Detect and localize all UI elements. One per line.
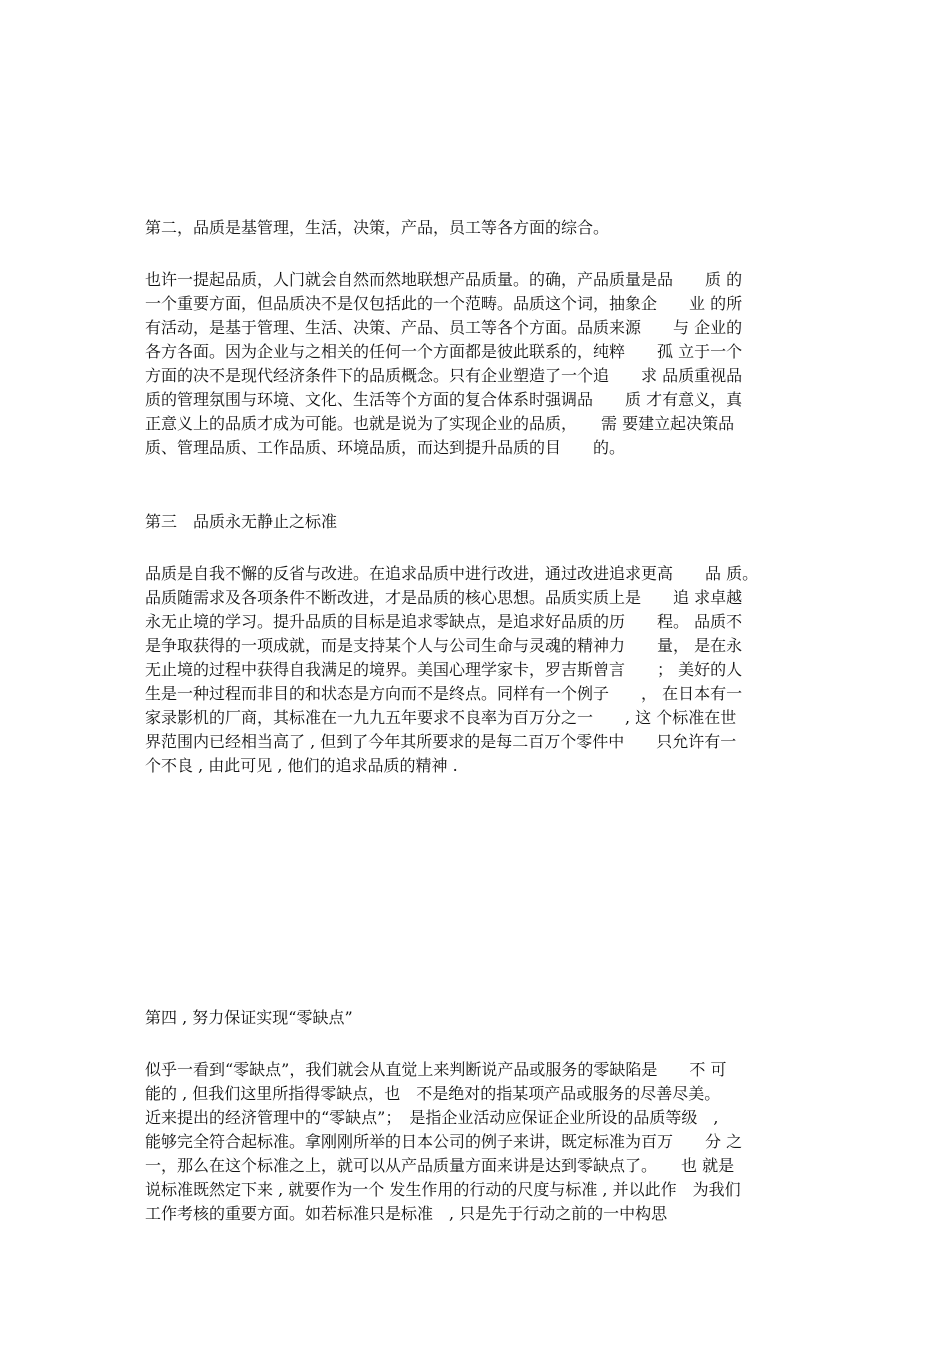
paragraph-line: 正意义上的品质才成为可能。也就是说为了实现企业的品质， 需 要建立起决策品: [145, 414, 735, 433]
paragraph-line: 近来提出的经济管理中的“零缺点”； 是指企业活动应保证企业所设的品质等级 ,: [145, 1108, 719, 1127]
paragraph-line: 无止境的过程中获得自我满足的境界。美国心理学家卡，罗吉斯曾言 ； 美好的人: [145, 660, 743, 679]
paragraph-line: 生是一种过程而非目的和状态是方向而不是终点。同样有一个例子 ， 在日本有一: [145, 684, 743, 703]
paragraph-line: 一，那么在这个标准之上，就可以从产品质量方面来讲是达到零缺点了。 也 就是: [145, 1156, 735, 1175]
section-3-paragraph: [145, 562, 845, 778]
paragraph-line: 品质随需求及各项条件不断改进，才是品质的核心思想。品质实质上是 追 求卓越: [145, 588, 743, 607]
paragraph-line: 说标准既然定下来 , 就要作为一个 发生作用的行动的尺度与标准 , 并以此作 为我们: [145, 1180, 741, 1199]
paragraph-line: 能的 , 但我们这里所指得零缺点，也 不是绝对的指某项产品或服务的尽善尽美。: [145, 1084, 721, 1103]
section-2-paragraph: [145, 268, 845, 460]
paragraph-line: 能够完全符合起标准。拿刚刚所举的日本公司的例子来讲，既定标准为百万 分 之: [145, 1132, 743, 1151]
paragraph-line: 工作考核的重要方面。如若标准只是标准 , 只是先于行动之前的一中构思: [145, 1204, 668, 1223]
paragraph-line: 方面的决不是现代经济条件下的品质概念。只有企业塑造了一个追 求 品质重视品: [145, 366, 743, 385]
paragraph-line: 质的管理氛围与环境、文化、生活等个方面的复合体系时强调品 质 才有意义，真: [145, 390, 743, 409]
paragraph-line: 是争取获得的一项成就，而是支持某个人与公司生命与灵魂的精神力 量， 是在永: [145, 636, 743, 655]
paragraph-line: 永无止境的学习。提升品质的目标是追求零缺点，是追求好品质的历 程。 品质不: [145, 612, 743, 631]
paragraph-line: 质、管理品质、工作品质、环境品质，而达到提升品质的目 的。: [145, 438, 626, 457]
paragraph-line: 品质是自我不懈的反省与改进。在追求品质中进行改进，通过改进追求更高 品 质。: [145, 564, 759, 583]
paragraph-line: 各方各面。因为企业与之相关的任何一个方面都是彼此联系的，纯粹 孤 立于一个: [145, 342, 743, 361]
section-3-heading: 第三 品质永无静止之标准: [145, 512, 338, 531]
paragraph-line: 似乎一看到“零缺点”，我们就会从直觉上来判断说产品或服务的零缺陷是 不 可: [145, 1060, 727, 1079]
paragraph-line: 有活动，是基于管理、生活、决策、产品、员工等各个方面。品质来源 与 企业的: [145, 318, 743, 337]
paragraph-line: 界范围内已经相当高了 , 但到了今年其所要求的是每二百万个零件中 只允许有一: [145, 732, 737, 751]
section-4-paragraph: [145, 1058, 845, 1226]
section-4-heading: 第四 , 努力保证实现“零缺点”: [145, 1008, 353, 1027]
paragraph-line: 一个重要方面，但品质决不是仅包括此的一个范畴。品质这个词，抽象企 业 的所: [145, 294, 743, 313]
paragraph-line: 也许一提起品质，人门就会自然而然地联想产品质量。的确，产品质量是品 质 的: [145, 270, 743, 289]
paragraph-line: 个不良 , 由此可见 , 他们的追求品质的精神 .: [145, 756, 458, 775]
paragraph-line: 家录影机的厂商，其标准在一九九五年要求不良率为百万分之一 , 这 个标准在世: [145, 708, 737, 727]
section-2-heading: 第二，品质是基管理，生活，决策，产品，员工等各方面的综合。: [145, 218, 610, 237]
